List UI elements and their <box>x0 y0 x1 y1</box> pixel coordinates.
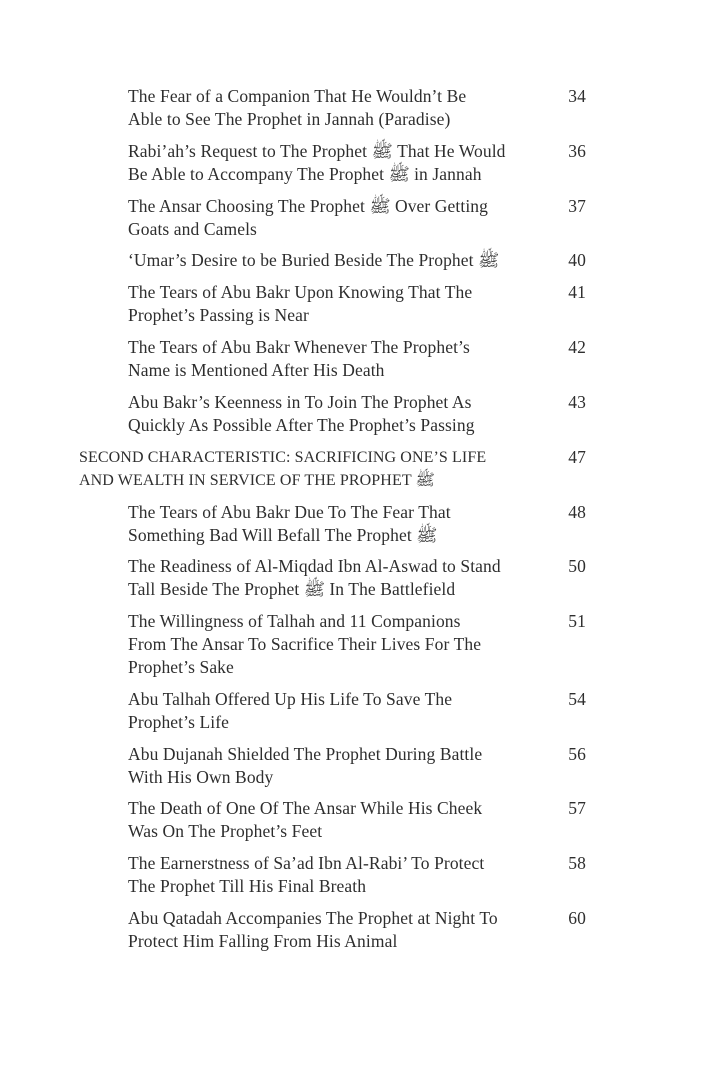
toc-entry-page-number: 56 <box>568 744 586 764</box>
toc-entry-title: Abu Bakr’s Keenness in To Join The Prophet As Quickly As Possible After The Prophet’s Passing <box>128 392 475 435</box>
toc-entry-page-number: 40 <box>568 250 586 270</box>
toc-entry-title: Rabi’ah’s Request to The Prophet ﷺ That He Would Be Able to Accompany The Prophet ﷺ in Jannah <box>128 141 506 184</box>
toc-entry-page-number: 36 <box>568 141 586 161</box>
toc-entry-page-number: 37 <box>568 196 586 216</box>
toc-entry-page-number: 60 <box>568 908 586 928</box>
toc-entry-page-number: 48 <box>568 502 586 522</box>
toc-entry-page-number: 50 <box>568 556 586 576</box>
toc-entry-title: The Ansar Choosing The Prophet ﷺ Over Getting Goats and Camels <box>128 196 489 239</box>
toc-entry-page-number: 34 <box>568 86 586 106</box>
toc-entry-title: The Fear of a Companion That He Wouldn’t Be Able to See The Prophet in Jannah (Paradise) <box>128 86 467 129</box>
toc-entry-page-number: 41 <box>568 282 586 302</box>
toc-entry-page-number: 57 <box>568 798 586 818</box>
toc-entry-title: The Death of One Of The Ansar While His Cheek Was On The Prophet’s Feet <box>128 798 483 841</box>
toc-entry-page-number: 54 <box>568 689 586 709</box>
toc-entry-title: The Tears of Abu Bakr Whenever The Prophet’s Name is Mentioned After His Death <box>128 337 470 380</box>
toc-section-page-number: 47 <box>568 447 586 467</box>
toc-entry-title: ‘Umar’s Desire to be Buried Beside The Prophet ﷺ <box>128 250 500 270</box>
toc-entry-title: The Earnerstness of Sa’ad Ibn Al-Rabi’ To Protect The Prophet Till His Final Breath <box>128 853 485 896</box>
toc-entry-page-number: 42 <box>568 337 586 357</box>
toc-entry-title: Abu Talhah Offered Up His Life To Save The Prophet’s Life <box>128 689 453 732</box>
toc-entry-title: The Willingness of Talhah and 11 Companions From The Ansar To Sacrifice Their Lives For The Prophet’s Sake <box>128 611 482 677</box>
toc-entry-title: The Readiness of Al-Miqdad Ibn Al-Aswad to Stand Tall Beside The Prophet ﷺ In The Battlefield <box>128 556 501 599</box>
toc-entry-title: The Tears of Abu Bakr Upon Knowing That The Prophet’s Passing is Near <box>128 282 473 325</box>
toc-entry-page-number: 51 <box>568 611 586 631</box>
toc-entry-title: Abu Dujanah Shielded The Prophet During Battle With His Own Body <box>128 744 483 787</box>
toc-section-title: SECOND CHARACTERISTIC: SACRIFICING ONE’S LIFE AND WEALTH IN SERVICE OF THE PROPHET ﷺ <box>79 449 487 489</box>
toc-entry-title: The Tears of Abu Bakr Due To The Fear That Something Bad Will Befall The Prophet ﷺ <box>128 502 451 545</box>
toc-entry-page-number: 43 <box>568 392 586 412</box>
toc-entry-page-number: 58 <box>568 853 586 873</box>
toc-entry-title: Abu Qatadah Accompanies The Prophet at Night To Protect Him Falling From His Animal <box>128 908 498 951</box>
